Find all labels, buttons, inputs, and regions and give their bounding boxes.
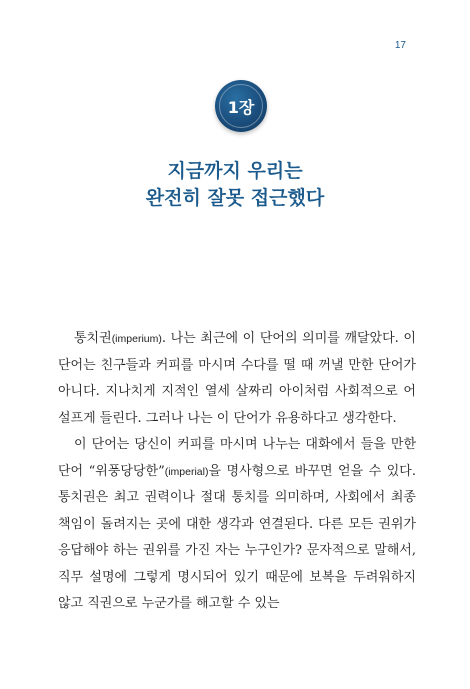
chapter-title — [0, 158, 470, 212]
chapter-label: 1장 — [227, 97, 255, 117]
chapter-title-line-2: 완전히 잘못 접근했다 — [145, 187, 325, 209]
paragraph-2-text-after: 을 명사형으로 바꾸면 얻을 수 있다. 통치권은 최고 권력이나 절대 통치를 의미하며, 사회에서 최종 책임이 돌려지는 곳에 대한 생각과 연결된다. 다른 모든 권위가 응답해야 하는 권위를 가진 자는 누구인가? 문자적으로 말해서, 직무 설명에 그렇게 명시되어 있기 때문에 보복을 두려워하지 않고 직권으로 누군가를 해고할 수 있는 — [58, 463, 416, 611]
paragraph-1-lead: 통치권 — [74, 331, 112, 346]
body-text — [58, 326, 416, 618]
paragraph-2-text-before: 이 단어는 당신이 커피를 마시며 나누는 대화에서 들을 만한 단어 “위풍당당한” — [58, 437, 416, 479]
paragraph-1 — [58, 326, 416, 432]
paragraph-1-text: . 나는 최근에 이 단어의 의미를 깨달았다. 이 단어는 친구들과 커피를 마시며 수다를 떨 때 꺼낼 만한 단어가 아니다. 지나치게 지적인 열세 살짜리 아이처럼 사회적으로 어설프게 들린다. 그러나 나는 이 단어가 유용하다고 생각한다. — [58, 331, 416, 426]
term-imperium: (imperium) — [111, 333, 162, 345]
term-imperial: (imperial) — [164, 465, 209, 478]
paragraph-2 — [58, 432, 416, 618]
chapter-badge — [215, 80, 267, 132]
page-number: 17 — [394, 40, 406, 51]
chapter-title-line-1: 지금까지 우리는 — [167, 160, 303, 182]
